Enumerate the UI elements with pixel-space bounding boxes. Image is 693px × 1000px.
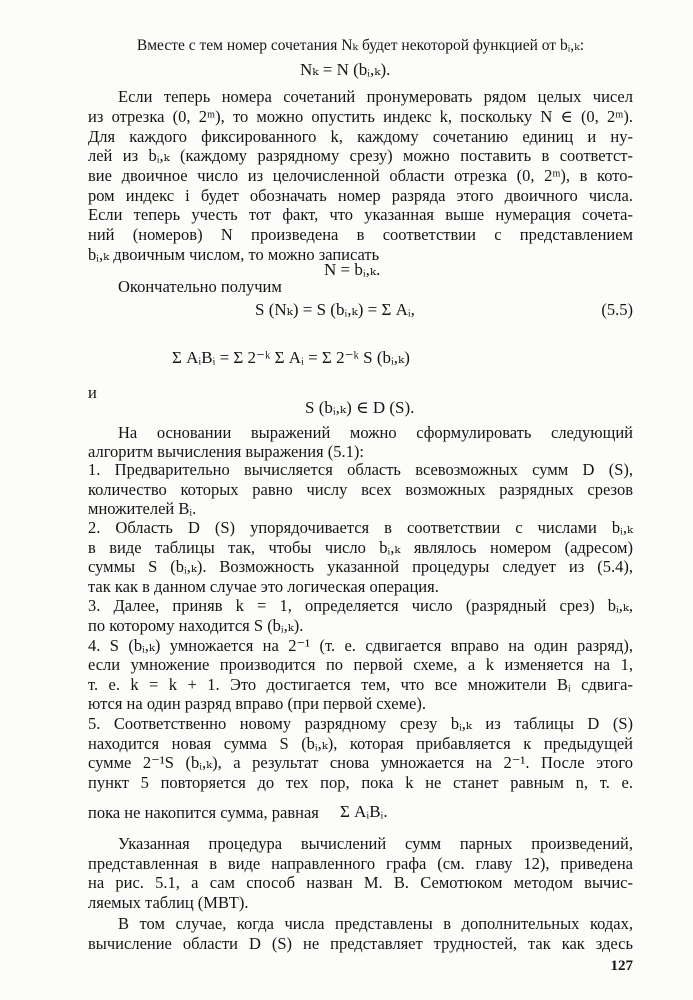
text-line: на рис. 5.1, а сам способ назван М. В. Семотюком методом вычис- [88, 873, 633, 892]
text-line: из отрезка (0, 2ᵐ), то можно опустить индекс k, поскольку N ∈ (0, 2ᵐ). [88, 107, 633, 126]
text-line: Указанная процедура вычислений сумм парных произведений, [118, 834, 633, 853]
text-line: ются на один разряд вправо (при первой схеме). [88, 694, 426, 713]
text-line: ром индекс i будет обозначать номер разряда этого двоичного числа. [88, 186, 633, 205]
text-line: в виде таблицы так, чтобы число bᵢ,ₖ являлось номером (адресом) [88, 538, 633, 557]
equation: N = bᵢ,ₖ. [324, 260, 381, 279]
text-line: bᵢ,ₖ двоичным числом, то можно записать [88, 245, 380, 264]
text-line: по которому находится S (bᵢ,ₖ). [88, 616, 304, 635]
text-line: суммы S (bᵢ,ₖ). Возможность указанной процедуры следует из (5.4), [88, 557, 633, 576]
text-line: 5. Соответственно новому разрядному срезу bᵢ,ₖ из таблицы D (S) [88, 714, 633, 733]
text-line: вие двоичное число из целочисленной области отрезка (0, 2ᵐ), в кото- [88, 166, 633, 185]
text-line: 1. Предварительно вычисляется область всевозможных сумм D (S), [88, 460, 633, 479]
page-number: 127 [610, 958, 633, 974]
equation: Σ AᵢBᵢ. [340, 802, 388, 821]
text-line: Если теперь номера сочетаний пронумеровать рядом целых чисел [118, 87, 633, 106]
text-line: Для каждого фиксированного k, каждому сочетанию единиц и ну- [88, 127, 633, 146]
text-line: лей из bᵢ,ₖ (каждому разрядному срезу) можно поставить в соответст- [88, 146, 633, 165]
text-line: 3. Далее, приняв k = 1, определяется число (разрядный срез) bᵢ,ₖ, [88, 596, 633, 615]
text-line: представленная в виде направленного графа (см. главу 12), приведена [88, 854, 633, 873]
text-line: Если теперь учесть тот факт, что указанная выше нумерация сочета- [88, 205, 633, 224]
text-line: так как в данном случае это логическая операция. [88, 577, 439, 596]
text-line: Вместе с тем номер сочетания Nₖ будет некоторой функцией от bᵢ,ₖ: [136, 37, 585, 54]
conjunction: и [88, 383, 97, 402]
text-line: алгоритм вычисления выражения (5.1): [88, 442, 364, 461]
equation: S (bᵢ,ₖ) ∈ D (S). [305, 398, 415, 417]
text-line: В том случае, когда числа представлены в дополнительных кодах, [118, 914, 633, 933]
equation: Σ AᵢBᵢ = Σ 2⁻ᵏ Σ Aᵢ = Σ 2⁻ᵏ S (bᵢ,ₖ) [172, 348, 410, 367]
text-line: ний (номеров) N произведена в соответствии с представлением [88, 225, 633, 244]
text-line: 2. Область D (S) упорядочивается в соответствии с числами bᵢ,ₖ [88, 518, 633, 537]
text-line: т. е. k = k + 1. Это достигается тем, что все множители Bᵢ сдвига- [88, 675, 633, 694]
equation-number: (5.5) [601, 300, 633, 319]
text-line: Окончательно получим [118, 277, 282, 296]
text-line: множителей Bᵢ. [88, 499, 197, 518]
text-line: если умножение производится по первой схеме, а k изменяется на 1, [88, 655, 633, 674]
text-line: пока не накопится сумма, равная [88, 803, 319, 822]
text-line: вычисление области D (S) не представляет трудностей, так как здесь [88, 934, 633, 953]
text-line: 4. S (bᵢ,ₖ) умножается на 2⁻¹ (т. е. сдвигается вправо на один разряд), [88, 636, 633, 655]
text-line: На основании выражений можно сформулировать следующий [118, 423, 633, 442]
text-line: находится новая сумма S (bᵢ,ₖ), которая прибавляется к предыдущей [88, 734, 633, 753]
equation: S (Nₖ) = S (bᵢ,ₖ) = Σ Aᵢ, [255, 300, 415, 319]
text-line: ляемых таблиц (МВТ). [88, 893, 249, 912]
equation: Nₖ = N (bᵢ,ₖ). [300, 60, 391, 79]
text-line: сумме 2⁻¹S (bᵢ,ₖ), а результат снова умножается на 2⁻¹. После этого [88, 753, 633, 772]
text-line: пункт 5 повторяется до тех пор, пока k не станет равным n, т. е. [88, 773, 633, 792]
text-line: количество которых равно числу всех возможных разрядных срезов [88, 480, 633, 499]
